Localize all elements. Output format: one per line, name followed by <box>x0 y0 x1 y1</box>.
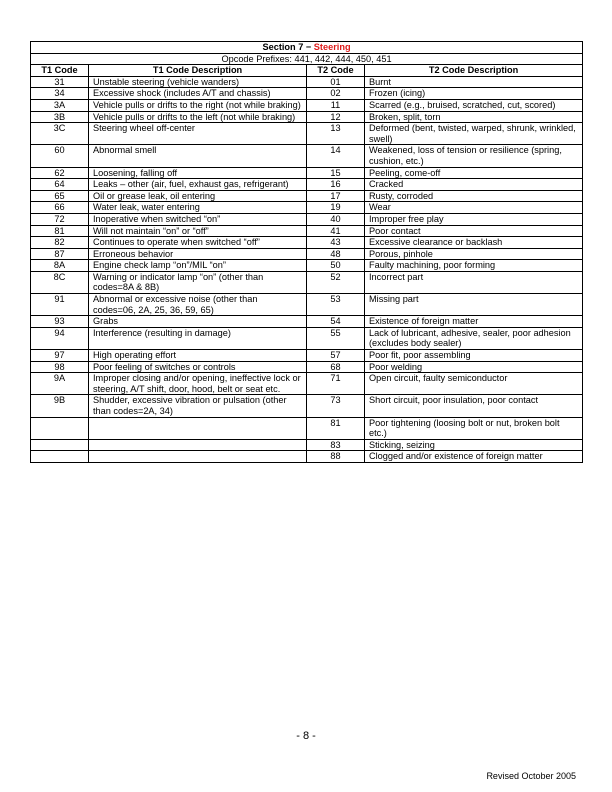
header-t2-description: T2 Code Description <box>365 65 583 77</box>
t1-code-cell <box>31 451 89 463</box>
t2-description-cell: Rusty, corroded <box>365 190 583 202</box>
table-row <box>31 145 583 167</box>
t1-code-cell: 8C <box>31 271 89 293</box>
t1-code-cell: 66 <box>31 202 89 214</box>
t2-code-cell: 17 <box>307 190 365 202</box>
t2-code-cell: 52 <box>307 271 365 293</box>
t2-code-cell: 71 <box>307 373 365 395</box>
t2-code-cell: 40 <box>307 213 365 225</box>
table-row <box>31 361 583 373</box>
t2-description-cell: Deformed (bent, twisted, warped, shrunk, wrinkled, swell) <box>365 123 583 145</box>
table-row <box>31 294 583 316</box>
t1-description-cell: Abnormal smell <box>89 145 307 167</box>
t2-code-cell: 12 <box>307 111 365 123</box>
t1-description-cell: Excessive shock (includes A/T and chassis) <box>89 88 307 100</box>
t1-description-cell: Leaks – other (air, fuel, exhaust gas, refrigerant) <box>89 179 307 191</box>
t2-code-cell: 19 <box>307 202 365 214</box>
revised-date: Revised October 2005 <box>486 771 576 781</box>
header-t2-code: T2 Code <box>307 65 365 77</box>
t2-description-cell: Lack of lubricant, adhesive, sealer, poor adhesion (excludes body sealer) <box>365 327 583 349</box>
t2-description-cell: Cracked <box>365 179 583 191</box>
table-row <box>31 327 583 349</box>
t2-description-cell: Scarred (e.g., bruised, scratched, cut, scored) <box>365 99 583 111</box>
header-t1-description: T1 Code Description <box>89 65 307 77</box>
t2-code-cell: 53 <box>307 294 365 316</box>
t1-description-cell: Vehicle pulls or drifts to the left (not while braking) <box>89 111 307 123</box>
t2-code-cell: 88 <box>307 451 365 463</box>
t1-description-cell: Shudder, excessive vibration or pulsation (other than codes=2A, 34) <box>89 395 307 417</box>
t1-code-cell: 97 <box>31 350 89 362</box>
t1-description-cell: Unstable steering (vehicle wanders) <box>89 76 307 88</box>
table-row <box>31 350 583 362</box>
t2-code-cell: 83 <box>307 439 365 451</box>
t1-code-cell <box>31 417 89 439</box>
t2-code-cell: 57 <box>307 350 365 362</box>
t1-code-cell: 87 <box>31 248 89 260</box>
t2-description-cell: Faulty machining, poor forming <box>365 260 583 272</box>
t2-code-cell: 02 <box>307 88 365 100</box>
t2-code-cell: 43 <box>307 237 365 249</box>
table-row <box>31 213 583 225</box>
t1-code-cell: 65 <box>31 190 89 202</box>
page-number: - 8 - <box>296 730 316 742</box>
section-title-prefix: Section 7 − <box>262 42 314 52</box>
t2-description-cell: Poor tightening (loosing bolt or nut, broken bolt etc.) <box>365 417 583 439</box>
t1-description-cell: Inoperative when switched “on” <box>89 213 307 225</box>
t2-code-cell: 14 <box>307 145 365 167</box>
t2-description-cell: Open circuit, faulty semiconductor <box>365 373 583 395</box>
t2-code-cell: 13 <box>307 123 365 145</box>
t2-description-cell: Poor contact <box>365 225 583 237</box>
t1-code-cell: 3B <box>31 111 89 123</box>
table-row <box>31 179 583 191</box>
t1-description-cell: Abnormal or excessive noise (other than codes=06, 2A, 25, 36, 59, 65) <box>89 294 307 316</box>
t1-code-cell: 81 <box>31 225 89 237</box>
t2-code-cell: 50 <box>307 260 365 272</box>
t1-description-cell <box>89 417 307 439</box>
code-rows <box>31 76 583 462</box>
t2-code-cell: 16 <box>307 179 365 191</box>
t2-code-cell: 41 <box>307 225 365 237</box>
t1-description-cell <box>89 451 307 463</box>
t2-description-cell: Burnt <box>365 76 583 88</box>
t1-code-cell: 91 <box>31 294 89 316</box>
section-title-row <box>31 42 583 54</box>
t2-description-cell: Sticking, seizing <box>365 439 583 451</box>
table-row <box>31 123 583 145</box>
t1-code-cell: 82 <box>31 237 89 249</box>
t1-description-cell: High operating effort <box>89 350 307 362</box>
t1-code-cell: 93 <box>31 316 89 328</box>
table-row <box>31 237 583 249</box>
t1-description-cell: Poor feeling of switches or controls <box>89 361 307 373</box>
t1-description-cell: Engine check lamp “on”/MIL “on” <box>89 260 307 272</box>
t1-code-cell: 3A <box>31 99 89 111</box>
t2-description-cell: Broken, split, torn <box>365 111 583 123</box>
table-row <box>31 248 583 260</box>
table-row <box>31 271 583 293</box>
t2-description-cell: Weakened, loss of tension or resilience (spring, cushion, etc.) <box>365 145 583 167</box>
table-row <box>31 202 583 214</box>
table-row <box>31 451 583 463</box>
t2-code-cell: 15 <box>307 167 365 179</box>
table-row <box>31 111 583 123</box>
table-row <box>31 99 583 111</box>
t1-code-cell: 8A <box>31 260 89 272</box>
table-row <box>31 76 583 88</box>
table-row <box>31 439 583 451</box>
t2-description-cell: Porous, pinhole <box>365 248 583 260</box>
t2-description-cell: Wear <box>365 202 583 214</box>
t1-code-cell: 3C <box>31 123 89 145</box>
opcode-prefixes: Opcode Prefixes: 441, 442, 444, 450, 451 <box>31 53 583 65</box>
t1-description-cell: Water leak, water entering <box>89 202 307 214</box>
t2-description-cell: Peeling, come-off <box>365 167 583 179</box>
t2-code-cell: 73 <box>307 395 365 417</box>
t1-description-cell: Vehicle pulls or drifts to the right (not while braking) <box>89 99 307 111</box>
t1-code-cell: 62 <box>31 167 89 179</box>
t1-description-cell: Interference (resulting in damage) <box>89 327 307 349</box>
header-t1-code: T1 Code <box>31 65 89 77</box>
t2-description-cell: Existence of foreign matter <box>365 316 583 328</box>
t2-code-cell: 68 <box>307 361 365 373</box>
opcode-prefixes-row <box>31 53 583 65</box>
t1-code-cell: 94 <box>31 327 89 349</box>
t1-description-cell: Warning or indicator lamp “on” (other than codes=8A & 8B) <box>89 271 307 293</box>
t1-description-cell: Will not maintain “on” or “off” <box>89 225 307 237</box>
t1-code-cell: 9B <box>31 395 89 417</box>
table-row <box>31 190 583 202</box>
t2-code-cell: 54 <box>307 316 365 328</box>
t2-description-cell: Incorrect part <box>365 271 583 293</box>
t1-code-cell: 72 <box>31 213 89 225</box>
t2-code-cell: 11 <box>307 99 365 111</box>
steering-codes-table <box>30 41 583 463</box>
table-row <box>31 88 583 100</box>
t1-code-cell: 64 <box>31 179 89 191</box>
t1-description-cell: Loosening, falling off <box>89 167 307 179</box>
t1-code-cell: 9A <box>31 373 89 395</box>
t2-description-cell: Poor welding <box>365 361 583 373</box>
t2-description-cell: Poor fit, poor assembling <box>365 350 583 362</box>
section-title-name: Steering <box>313 42 351 52</box>
t2-description-cell: Excessive clearance or backlash <box>365 237 583 249</box>
t2-description-cell: Clogged and/or existence of foreign matter <box>365 451 583 463</box>
table-row <box>31 395 583 417</box>
t2-code-cell: 55 <box>307 327 365 349</box>
t1-description-cell <box>89 439 307 451</box>
t1-description-cell: Oil or grease leak, oil entering <box>89 190 307 202</box>
t1-description-cell: Steering wheel off-center <box>89 123 307 145</box>
table-row <box>31 167 583 179</box>
t1-description-cell: Improper closing and/or opening, ineffective lock or steering, A/T shift, door, hood, belt or seat etc. <box>89 373 307 395</box>
t2-code-cell: 81 <box>307 417 365 439</box>
t1-code-cell <box>31 439 89 451</box>
t1-code-cell: 60 <box>31 145 89 167</box>
t2-description-cell: Improper free play <box>365 213 583 225</box>
t1-code-cell: 31 <box>31 76 89 88</box>
t2-code-cell: 01 <box>307 76 365 88</box>
table-row <box>31 417 583 439</box>
table-row <box>31 260 583 272</box>
t2-description-cell: Frozen (icing) <box>365 88 583 100</box>
t1-code-cell: 98 <box>31 361 89 373</box>
t1-code-cell: 34 <box>31 88 89 100</box>
t1-description-cell: Erroneous behavior <box>89 248 307 260</box>
t2-description-cell: Short circuit, poor insulation, poor contact <box>365 395 583 417</box>
column-header-row <box>31 65 583 77</box>
t1-description-cell: Grabs <box>89 316 307 328</box>
t2-description-cell: Missing part <box>365 294 583 316</box>
t2-code-cell: 48 <box>307 248 365 260</box>
t1-description-cell: Continues to operate when switched “off” <box>89 237 307 249</box>
section-title <box>31 42 583 54</box>
table-row <box>31 373 583 395</box>
table-row <box>31 225 583 237</box>
table-row <box>31 316 583 328</box>
